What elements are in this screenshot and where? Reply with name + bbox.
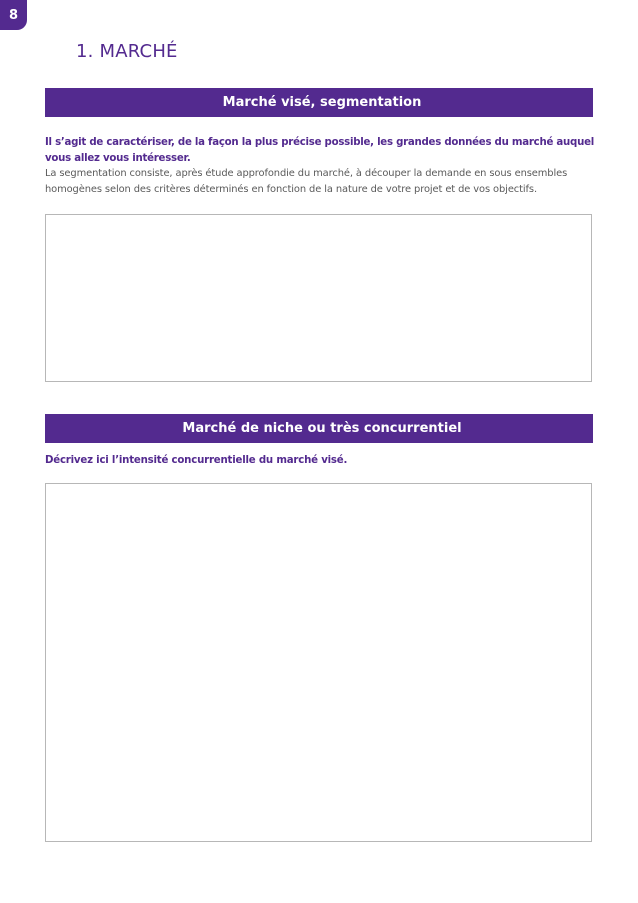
segmentation-intro-bold: Il s’agit de caractériser, de la façon la plus précise possible, les grandes données du marché auquel vous allez vous intéresser.: [45, 137, 594, 164]
competition-header-band: [45, 414, 593, 443]
competition-header: Marché de niche ou très concurrentiel: [182, 421, 462, 436]
segmentation-intro: [45, 135, 595, 197]
competition-answer-box[interactable]: [45, 483, 592, 842]
segmentation-intro-text: La segmentation consiste, après étude approfondie du marché, à découper la demande en sous ensembles homogènes selon des critères déterminés en fonction de la nature de votre projet et de vos objectifs.: [45, 168, 568, 195]
segmentation-answer-box[interactable]: [45, 214, 592, 382]
page-number-badge: [0, 0, 27, 30]
segmentation-header: Marché visé, segmentation: [222, 95, 422, 110]
segmentation-header-band: [45, 88, 593, 117]
page-number: 8: [8, 7, 19, 23]
competition-prompt: Décrivez ici l’intensité concurrentielle du marché visé.: [45, 455, 348, 466]
section-title: 1. MARCHÉ: [76, 41, 178, 62]
